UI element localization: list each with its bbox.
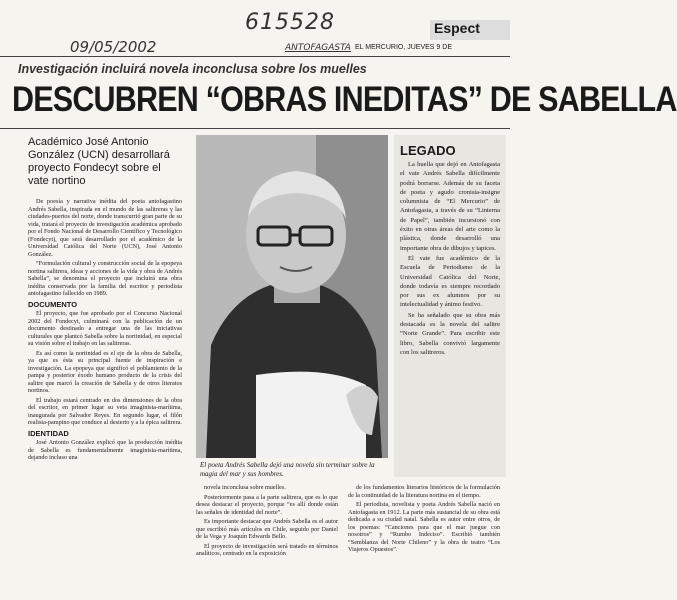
paragraph: novela inconclusa sobre muelles. (204, 484, 286, 491)
sidebar-paragraph: La huella que dejó en Antofagasta el vate Andrés Sabella difícilmente podrá borrarse. Además de su faceta de poeta y agudo cronista-insigne columnista de “El Mercurio” de Antofagasta, a través de su “Linterna de Papel”, también incursionó con éxito en otras áreas del arte como la plástica, donde desarrolló una importante obra de dibujos y tapices. (400, 161, 500, 252)
headline-rule (0, 128, 510, 129)
portrait-illustration (196, 135, 388, 458)
paragraph: Posteriormente pasa a la parte salitrera, que es lo que desea destacar el proyecto, porque “es allí donde están las señales de identidad del norte”. (196, 493, 338, 516)
portrait-photo (196, 135, 388, 458)
subhead-identidad: IDENTIDAD (28, 428, 69, 438)
sidebar-title: LEGADO (400, 143, 456, 158)
paragraph: El proyecto de investigación será tratado en términos analíticos, centrado en la exposición (196, 542, 338, 557)
handwritten-date: 09/05/2002 (70, 38, 157, 56)
handwritten-code: 615528 (245, 10, 335, 35)
paragraph: Es importante destacar que Andrés Sabella es el autor que escribió más artículos en Chile, seguido por Daniel de la Vega y Joaquín Edwards Bello. (196, 518, 338, 540)
handwritten-city: ANTOFAGASTA (285, 43, 351, 53)
kicker: Investigación incluirá novela inconclusa sobre los muelles (18, 62, 367, 76)
headline: DESCUBREN “OBRAS INEDITAS” DE SABELLA (12, 80, 677, 120)
column-3 (348, 484, 500, 596)
section-tag: Espect (430, 20, 510, 40)
deck: Académico José Antonio González (UCN) desarrollará proyecto Fondecyt sobre el vate nortino (28, 136, 170, 187)
sidebar-paragraph: Se ha señalado que su obra más destacada es la novela del salitre “Norte Grande”. Para escribir este libro, Sabella convivió largamente con los salitreros. (400, 311, 500, 356)
paragraph: El proyecto, que fue aprobado por el Concurso Nacional 2002 del Fondecyt, culminará con la publicación de un documento destinado a entregar una de las iniciativas culturales que plantcó Sabella sobre la nortinidad, en especial su visión sobre el trabajo en las salitreras. (28, 310, 182, 347)
dateline: EL MERCURIO, JUEVES 9 DE (355, 44, 452, 51)
paragraph: de los fundamentos literarios históricos de la formulación de la continuidad de la literatura nortina en el tiempo. (348, 484, 500, 499)
column-1 (28, 198, 182, 595)
sidebar-legado (394, 135, 506, 477)
paragraph: El trabajo estará centrado en dos dimensiones de la obra del escritor, en primer lugar su veta imaginista-marítima, inaugurada por Salvador Reyes. En segundo lugar, el filón realista-pampino que conduce al desierto y a la épica salitrera. (28, 396, 182, 426)
top-rule (0, 56, 510, 57)
paragraph: José Antonio González explicó que la producción inédita de Sabella es fundamentalmente imaginista-marítima, dejando incluso una (28, 439, 182, 461)
paragraph: De poesía y narrativa inédita del poeta antofagastino Andrés Sabella, inspirada en el mundo de las salitreras y las ciudades-puertos del norte, donde transcurrió gran parte de su vida, tratará el proyecto de investigación académica aprobado por el Fondo Nacional de Desarrollo Científico y Tecnológico (Fondecyt), que será desarrollado por el académico de la Universidad Católica del Norte (UCN), José Antonio González. (28, 198, 182, 258)
subhead-documento: DOCUMENTO (28, 299, 78, 309)
sidebar-paragraph: El vate fue académico de la Escuela de Periodismo de la Universidad Católica del Norte, donde todavía es siempre recordado por sus ex alumnos por su intelectualidad y ánimo festivo. (400, 254, 500, 309)
paragraph: Es así como la nortinidad es el eje de la obra de Sabella, ya que es ésta su principal fuente de inspiración e investigación. La epopeya que significó el poblamiento de la pampa y posterior éxodo humano producto de la crisis del salitre que marcó la creación de Sabella y de otros literatos nortinos. (28, 349, 182, 394)
paragraph: El periodista, novelista y poeta Andrés Sabella nació en Antofagasta en 1912. La parte más sustancial de su obra está dedicada a su ciudad natal. Sabella es autor entre otros, de los poemas: “Canciones para que el mar juegue con nosotros” y “Rumbo Indeciso”. Escribió también “Semblanza del Norte Chileno” y la obra de teatro “Los Viajeros Opuestos”. (348, 501, 500, 553)
column-2 (196, 484, 338, 596)
sidebar-body (400, 160, 500, 357)
photo-caption: El poeta Andrés Sabella dejó una novela sin terminar sobre la magia del mar y sus hombres. (200, 461, 375, 478)
paragraph: “Formulación cultural y construcción social de la epopeya nortina salitrera, ideas y acciones de la vida y obra de Andrés Sabella”, se denomina el proyecto que incluirá una obra inédita conservada por la familia del escritor y periodista antofagastino fallecido en 1989. (28, 260, 182, 297)
